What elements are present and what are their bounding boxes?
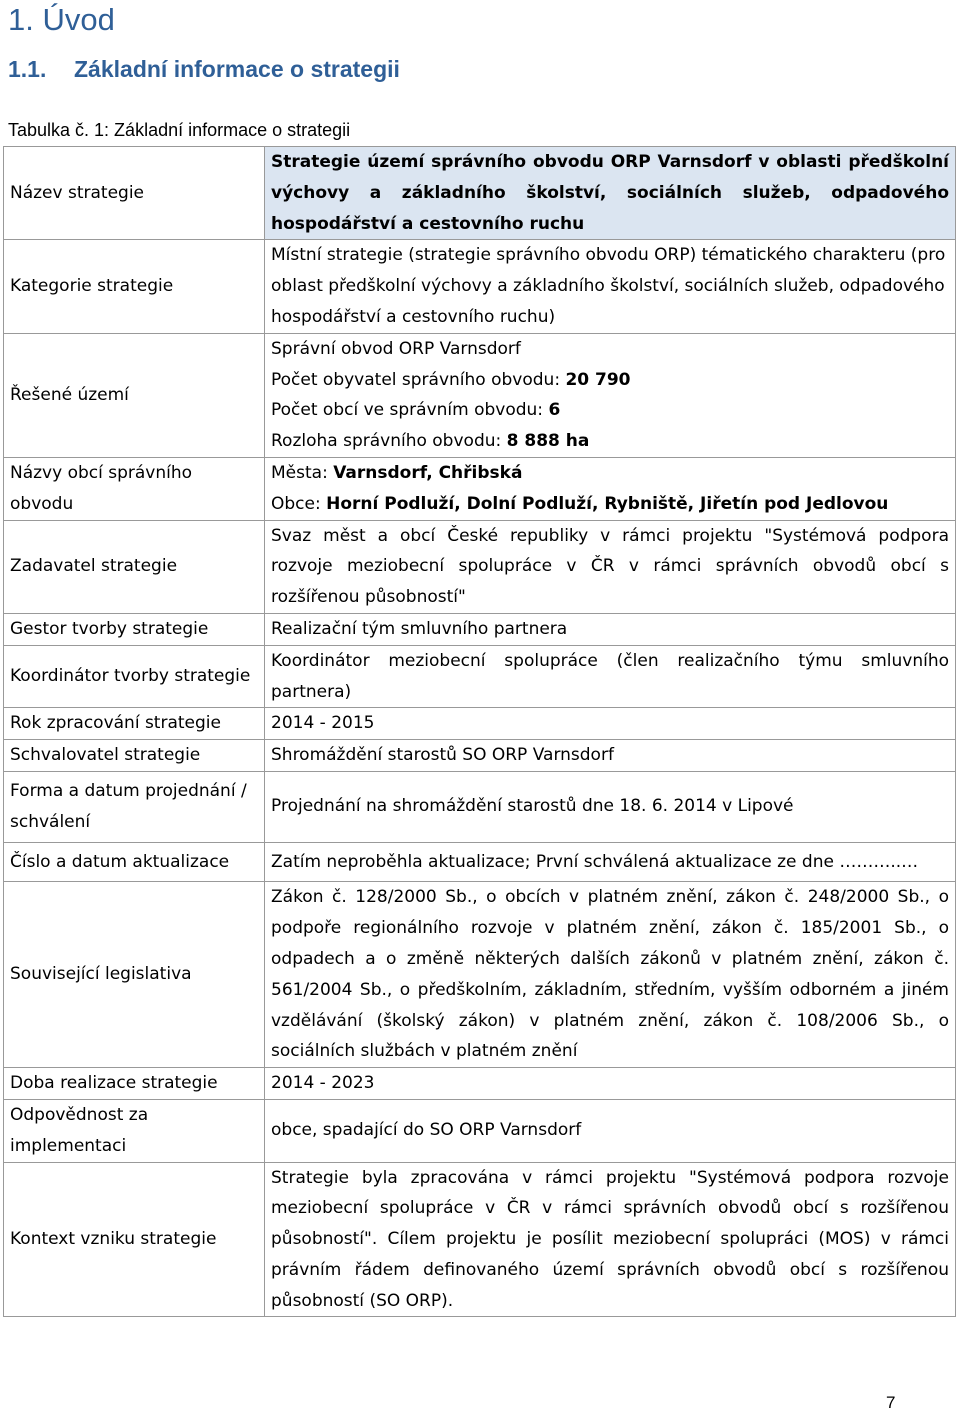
table-row (4, 457, 956, 520)
page-number: 7 (886, 1393, 896, 1412)
mesta-label: Města: (271, 462, 334, 483)
row-value: Projednání na shromáždění starostů dne 18. 6. 2014 v Lipové (265, 771, 956, 842)
row-value (265, 333, 956, 457)
uzemi-line: Správní obvod ORP Varnsdorf (271, 338, 521, 359)
row-value: 2014 - 2023 (265, 1068, 956, 1100)
row-label: Odpovědnost za implementaci (4, 1099, 265, 1162)
row-label: Číslo a datum aktualizace (4, 842, 265, 882)
table-row (4, 882, 956, 1068)
obce-value: Horní Podluží, Dolní Podluží, Rybniště, Jiřetín pod Jedlovou (326, 493, 889, 514)
row-label: Zadavatel strategie (4, 520, 265, 613)
heading-1: 1. Úvod (8, 2, 115, 37)
row-value: Svaz měst a obcí České republiky v rámci projektu "Systémová podpora rozvoje meziobecní spolupráce v ČR v rámci správních obvodů obcí s rozšířenou působností" (265, 520, 956, 613)
row-value: Realizační tým smluvního partnera (265, 613, 956, 645)
uzemi-label: Počet obcí ve správním obvodu: (271, 400, 549, 421)
table-row (4, 740, 956, 772)
row-value: obce, spadající do SO ORP Varnsdorf (265, 1099, 956, 1162)
row-label: Řešené území (4, 333, 265, 457)
row-value: Zákon č. 128/2000 Sb., o obcích v platném znění, zákon č. 248/2000 Sb., o podpoře regionálního rozvoje v platném znění, zákon č. 185/2001 Sb., o odpadech a o změně některých dalších zákonů v platném znění, zákon č. 561/2004 Sb., o předškolním, základním, středním, vyšším odborném a jiném vzdělávání (školský zákon) v platném znění, zákon č. 108/2006 Sb., o sociálních službách v platném znění (265, 882, 956, 1068)
heading-2-text: Základní informace o strategii (74, 56, 400, 82)
table-row (4, 1099, 956, 1162)
strategy-info-table (3, 146, 956, 1317)
row-label: Kategorie strategie (4, 240, 265, 333)
table-row (4, 1162, 956, 1317)
row-value: Koordinátor meziobecní spolupráce (člen realizačního týmu smluvního partnera) (265, 645, 956, 708)
obce-line (271, 489, 949, 520)
uzemi-line (271, 426, 949, 457)
table-row (4, 520, 956, 613)
heading-2-number: 1.1. (8, 56, 47, 82)
row-label: Kontext vzniku strategie (4, 1162, 265, 1317)
table-row (4, 771, 956, 842)
row-value: 2014 - 2015 (265, 708, 956, 740)
table-row (4, 708, 956, 740)
row-label: Forma a datum projednání / schválení (4, 771, 265, 842)
uzemi-line (271, 395, 949, 426)
row-label: Schvalovatel strategie (4, 740, 265, 772)
row-label: Doba realizace strategie (4, 1068, 265, 1100)
obce-label: Obce: (271, 493, 327, 514)
uzemi-value: 20 790 (565, 369, 631, 390)
row-value: Strategie území správního obvodu ORP Varnsdorf v oblasti předškolní výchovy a základního školství, sociálních služeb, odpadového hospodářství a cestovního ruchu (265, 147, 956, 240)
row-label: Koordinátor tvorby strategie (4, 645, 265, 708)
row-label: Názvy obcí správního obvodu (4, 457, 265, 520)
row-value: Shromáždění starostů SO ORP Varnsdorf (265, 740, 956, 772)
mesta-value: Varnsdorf, Chřibská (333, 462, 523, 483)
table-row (4, 613, 956, 645)
row-label: Rok zpracování strategie (4, 708, 265, 740)
table-row (4, 333, 956, 457)
uzemi-value: 8 888 ha (506, 431, 590, 452)
mesta-line (271, 458, 949, 489)
table-row (4, 842, 956, 882)
table-row (4, 240, 956, 333)
table-row (4, 1068, 956, 1100)
uzemi-label: Počet obyvatel správního obvodu: (271, 369, 566, 390)
row-label: Související legislativa (4, 882, 265, 1068)
heading-2 (8, 56, 400, 83)
uzemi-line (271, 365, 949, 396)
table-caption: Tabulka č. 1: Základní informace o strategii (8, 120, 351, 140)
uzemi-label: Rozloha správního obvodu: (271, 431, 507, 452)
row-label: Název strategie (4, 147, 265, 240)
uzemi-value: 6 (548, 400, 561, 421)
row-value: Zatím neproběhla aktualizace; První schválená aktualizace ze dne ………..… (265, 842, 956, 882)
row-label: Gestor tvorby strategie (4, 613, 265, 645)
table-row (4, 645, 956, 708)
row-value: Místní strategie (strategie správního obvodu ORP) tématického charakteru (pro oblast předškolní výchovy a základního školství, sociálních služeb, odpadového hospodářství a cestovního ruchu) (265, 240, 956, 333)
table-row (4, 147, 956, 240)
row-value (265, 457, 956, 520)
row-value: Strategie byla zpracována v rámci projektu "Systémová podpora rozvoje meziobecní spolupráce v ČR v rámci správních obvodů obcí s rozšířenou působností". Cílem projektu je posílit meziobecní spolupráci (MOS) v rámci právním řádem definovaného území správních obvodů obcí s rozšířenou působností (SO ORP). (265, 1162, 956, 1317)
